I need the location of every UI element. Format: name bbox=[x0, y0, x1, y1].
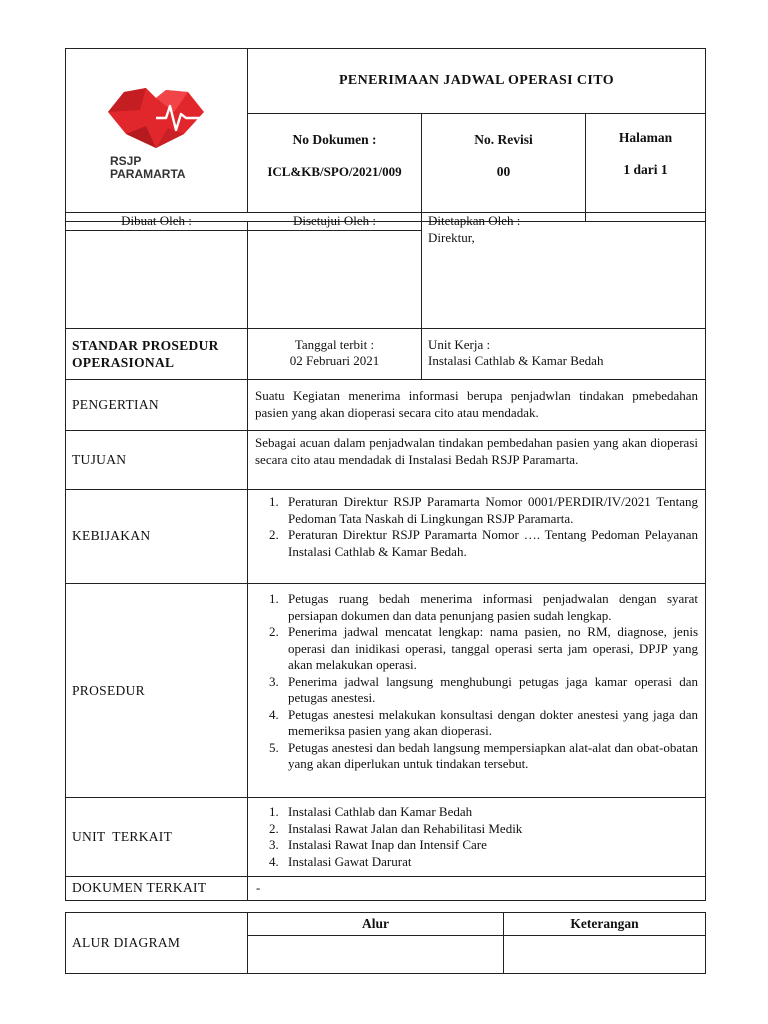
document-title: PENERIMAAN JADWAL OPERASI CITO bbox=[338, 73, 615, 88]
work-unit-label: Unit Kerja : bbox=[428, 337, 491, 352]
kebijakan-item: 1. Peraturan Direktur RSJP Paramarta Nomor 0001/PERDIR/IV/2021 Tentang Pedoman Tata Naskah di Lingkungan RSJP Paramarta. bbox=[282, 494, 698, 527]
doc-number-label: No Dokumen : bbox=[292, 132, 377, 147]
prosedur-item: 5. Petugas anestesi dan bedah langsung mempersiapkan alat-alat dan obat-obatan yang akan diperlukan untuk tindakan tersebut. bbox=[282, 740, 698, 773]
spo-title-line2: OPERASIONAL bbox=[72, 355, 175, 370]
revision-value: 00 bbox=[496, 164, 511, 179]
heart-logo-icon bbox=[96, 86, 216, 148]
tujuan-label: TUJUAN bbox=[72, 452, 127, 467]
logo-text-line1: RSJP bbox=[110, 154, 142, 168]
kebijakan-list bbox=[254, 494, 698, 560]
kebijakan-label: KEBIJAKAN bbox=[72, 528, 151, 543]
alur-diagram-label: ALUR DIAGRAM bbox=[72, 935, 181, 950]
alur-column-header: Alur bbox=[362, 916, 389, 931]
tujuan-text: Sebagai acuan dalam penjadwalan tindakan pembedahan pasien yang akan dioperasi secara cito atau mendadak di Instalasi Bedah RSJP Paramarta. bbox=[255, 435, 698, 467]
keterangan-column-header: Keterangan bbox=[570, 916, 639, 931]
set-by-role: Direktur, bbox=[428, 230, 475, 245]
unit-terkait-item: 3. Instalasi Rawat Inap dan Intensif Care bbox=[282, 837, 698, 854]
doc-number-value: ICL&KB/SPO/2021/009 bbox=[267, 164, 402, 179]
unit-terkait-item: 2. Instalasi Rawat Jalan dan Rehabilitasi Medik bbox=[282, 821, 698, 838]
issue-date-value: 02 Februari 2021 bbox=[289, 353, 380, 368]
page-value: 1 dari 1 bbox=[623, 162, 668, 177]
prosedur-item: 3. Penerima jadwal langsung menghubungi petugas jaga kamar operasi dan petugas anestesi. bbox=[282, 674, 698, 707]
prosedur-item: 2. Penerima jadwal mencatat lengkap: nama pasien, no RM, diagnose, jenis operasi dan inidikasi operasi, tanggal operasi serta jam operasi, DPJP yang akan melakukan operasi. bbox=[282, 624, 698, 674]
approved-by-label: Disetujui Oleh : bbox=[292, 213, 377, 228]
prosedur-list bbox=[254, 591, 698, 773]
unit-terkait-item: 1. Instalasi Cathlab dan Kamar Bedah bbox=[282, 804, 698, 821]
dokumen-terkait-label: DOKUMEN TERKAIT bbox=[72, 880, 207, 895]
made-by-label: Dibuat Oleh : bbox=[121, 213, 192, 228]
unit-terkait-item: 4. Instalasi Gawat Darurat bbox=[282, 854, 698, 871]
work-unit-value: Instalasi Cathlab & Kamar Bedah bbox=[428, 353, 604, 368]
page-label: Halaman bbox=[618, 130, 673, 145]
dokumen-terkait-value: - bbox=[256, 880, 261, 895]
issue-date-label: Tanggal terbit : bbox=[294, 337, 375, 352]
unit-terkait-label: UNIT TERKAIT bbox=[72, 829, 173, 844]
set-by-label: Ditetapkan Oleh : bbox=[428, 213, 521, 228]
prosedur-label: PROSEDUR bbox=[72, 683, 145, 698]
pengertian-label: PENGERTIAN bbox=[72, 397, 159, 412]
work-unit-block bbox=[428, 337, 698, 369]
logo-text-line2: PARAMARTA bbox=[110, 167, 186, 181]
hospital-logo bbox=[96, 86, 216, 181]
prosedur-item: 1. Petugas ruang bedah menerima informasi penjadwalan dengan syarat persiapan dokumen dan data penunjang pasien sudah lengkap. bbox=[282, 591, 698, 624]
spo-title bbox=[72, 337, 247, 371]
revision-label: No. Revisi bbox=[474, 132, 533, 147]
kebijakan-item: 2. Peraturan Direktur RSJP Paramarta Nomor …. Tentang Pedoman Pelayanan Instalasi Cathlab & Kamar Bedah. bbox=[282, 527, 698, 560]
spo-title-line1: STANDAR PROSEDUR bbox=[72, 338, 219, 353]
issue-date-block bbox=[248, 337, 421, 369]
unit-terkait-list bbox=[254, 804, 698, 870]
prosedur-item: 4. Petugas anestesi melakukan konsultasi dengan dokter anestesi yang jaga dan memeriksa pasien yang akan dioperasi. bbox=[282, 707, 698, 740]
pengertian-text: Suatu Kegiatan menerima informasi berupa penjadwlan tindakan pmebedahan pasien yang akan dioperasi secara cito atau mendadak. bbox=[255, 388, 698, 420]
